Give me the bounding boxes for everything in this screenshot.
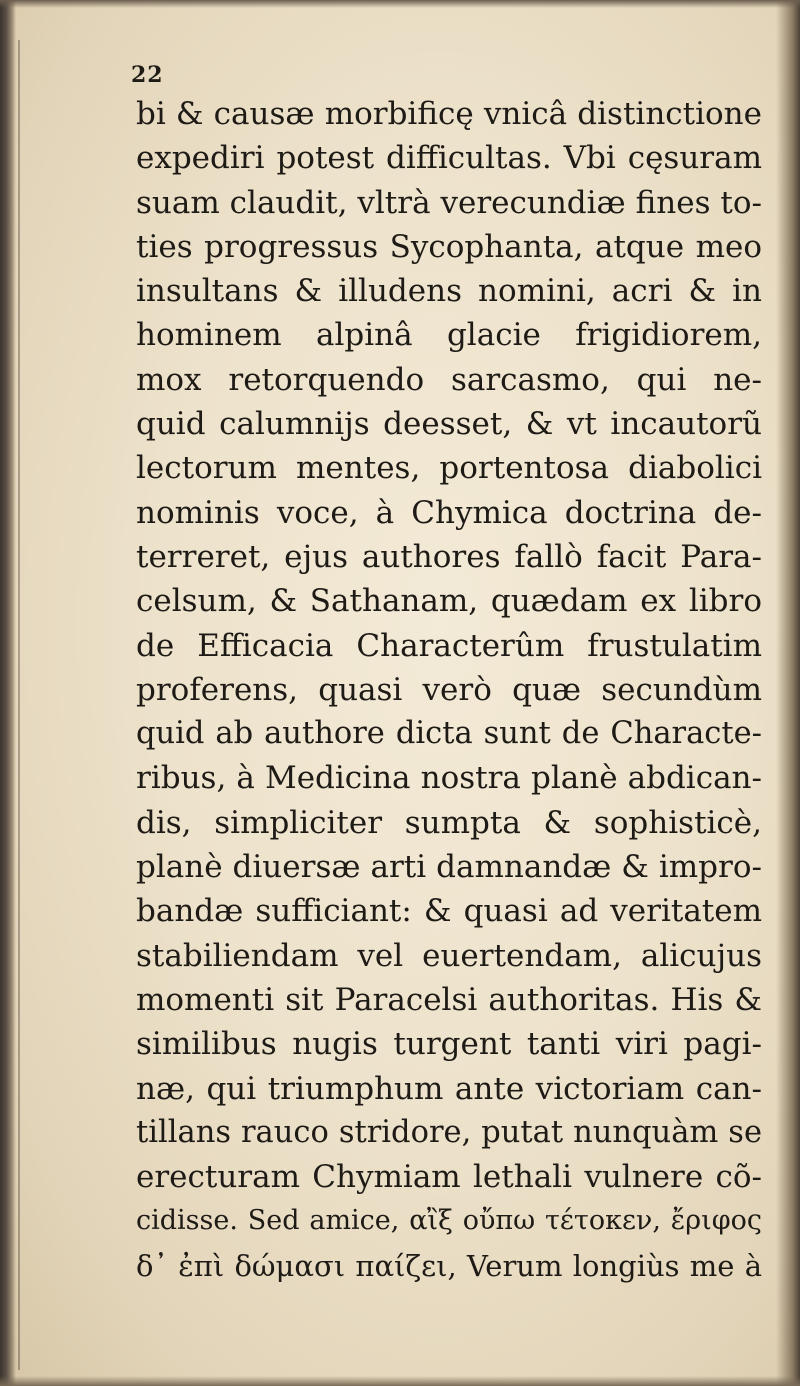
text-line: cidisse. Sed amice, αἲξ οὔπω τέτοκεν, ἔριφος — [136, 1205, 762, 1237]
text-line: dis, simpliciter sumpta & sophisticè, — [136, 804, 762, 841]
body-text — [136, 92, 762, 1288]
page-margin-rule — [18, 40, 20, 1370]
text-line: celsum, & Sathanam, quædam ex libro — [136, 583, 762, 620]
text-line: proferens, quasi verò quæ secundùm — [136, 671, 762, 708]
page-number: 22 — [131, 62, 164, 88]
text-line: ribus, à Medicina nostra planè abdican- — [136, 760, 762, 797]
page-top-shadow — [0, 0, 800, 8]
book-binding-shadow — [0, 0, 16, 1386]
text-line: bi & causæ morbificę vnicâ distinctione — [136, 96, 762, 132]
text-line: quid ab authore dicta sunt de Characte- — [136, 716, 762, 752]
text-line: ties progressus Sycophanta, atque meo — [136, 228, 762, 265]
page-bottom-shadow — [0, 1376, 800, 1386]
text-line: suam claudit, vltrà verecundiæ fines to- — [136, 184, 762, 221]
text-line: erecturam Chymiam lethali vulnere cõ- — [136, 1159, 762, 1196]
text-line: bandæ sufficiant: & quasi ad veritatem — [136, 893, 762, 930]
text-line: insultans & illudens nomini, acri & in — [136, 273, 762, 310]
text-line: de Efficacia Characterûm frustulatim — [136, 627, 762, 664]
text-line: lectorum mentes, portentosa diabolici — [136, 450, 762, 487]
text-line: δ᾽ ἐπὶ δώμασι παίζει, Verum longiùs me à — [136, 1248, 762, 1283]
page-edge-shadow — [776, 0, 800, 1386]
text-line: quid calumnijs deesset, & vt incautorũ — [136, 406, 762, 443]
text-line: planè diuersæ arti damnandæ & impro- — [136, 849, 762, 886]
text-line: stabiliendam vel euertendam, alicujus — [136, 937, 762, 974]
text-line: momenti sit Paracelsi authoritas. His & — [136, 981, 762, 1018]
text-line: mox retorquendo sarcasmo, qui ne- — [136, 361, 762, 398]
text-line: similibus nugis turgent tanti viri pagi- — [136, 1026, 762, 1063]
text-line: terreret, ejus authores fallò facit Para- — [136, 538, 762, 575]
text-line: expediri potest difficultas. Vbi cęsuram — [136, 140, 762, 177]
text-line: tillans rauco stridore, putat nunquàm se — [136, 1114, 762, 1150]
text-line: hominem alpinâ glacie frigidiorem, — [136, 317, 762, 354]
text-line: nominis voce, à Chymica doctrina de- — [136, 494, 762, 531]
text-line: næ, qui triumphum ante victoriam can- — [136, 1070, 762, 1107]
